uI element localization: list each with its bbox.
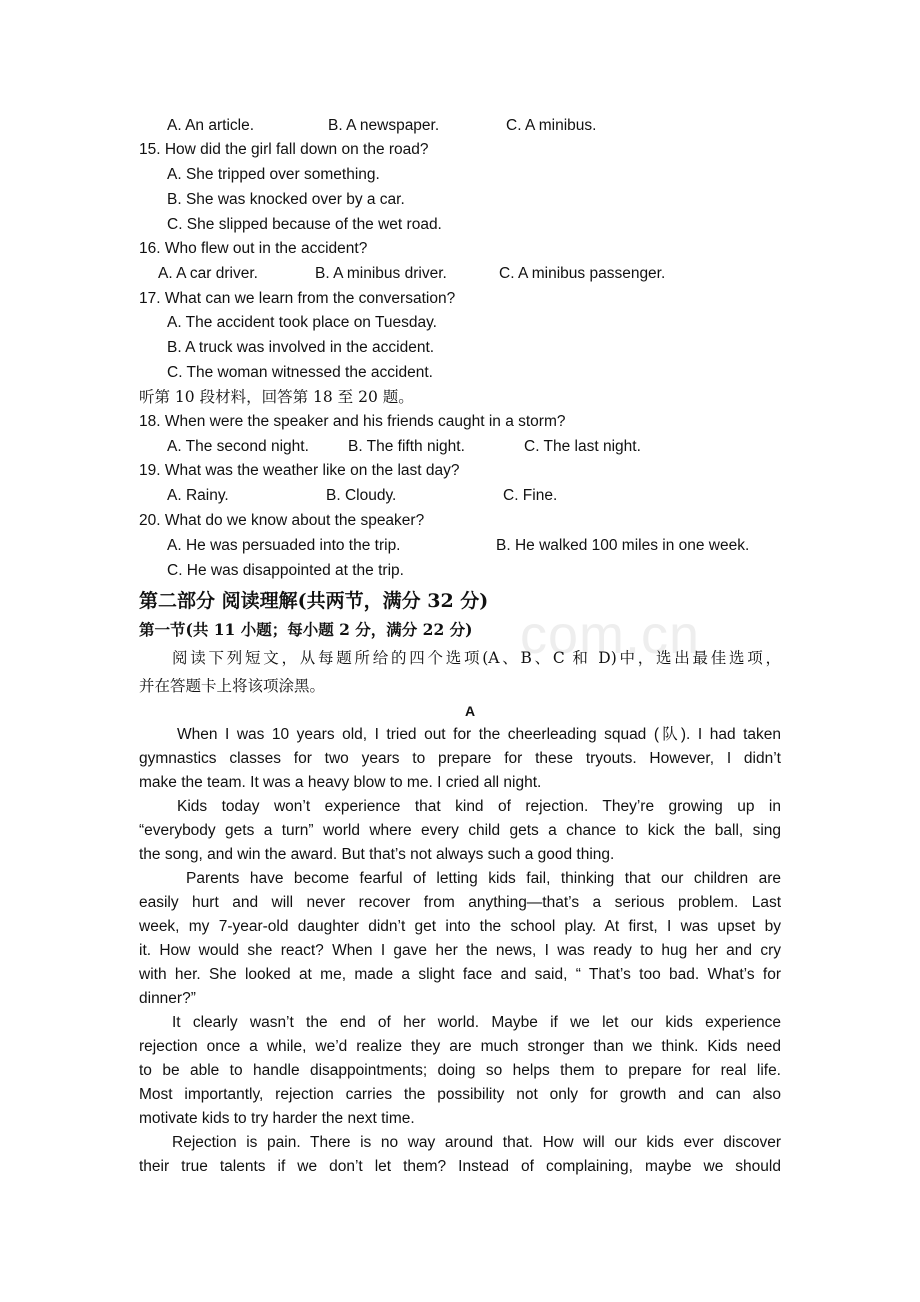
passage-line: It clearly wasn’t the end of her world. Maybe if we let our kids experience (172, 1014, 781, 1031)
passage-line: Parents have become fearful of letting kids fail, thinking that our children are (186, 870, 781, 887)
passage-line: gymnastics classes for two years to prepare for these tryouts. However, I didn’t (139, 750, 781, 767)
q15-option-b: B. She was knocked over by a car. (167, 191, 405, 208)
q20-option-a: A. He was persuaded into the trip. (167, 537, 401, 554)
watermark: com.cn (520, 605, 701, 665)
reading-instruction-line: 并在答题卡上将该项涂黑。 (139, 677, 326, 695)
passage-line: Kids today won’t experience that kind of rejection. They’re growing up in (177, 798, 781, 815)
q14-option-c: C. A minibus. (506, 117, 597, 134)
q15-question: 15. How did the girl fall down on the road? (139, 141, 429, 158)
q19-option-c: C. Fine. (503, 487, 558, 504)
passage-line: it. How would she react? When I gave her the news, I was ready to hug her and cry (139, 942, 781, 959)
passage-line: to be able to handle disappointments; doing so helps them to prepare for real life. (139, 1062, 781, 1079)
q15-option-a: A. She tripped over something. (167, 166, 380, 183)
passage-line: make the team. It was a heavy blow to me. I cried all night. (139, 774, 542, 791)
passage-line: “everybody gets a turn” world where every child gets a chance to kick the ball, sing (139, 822, 781, 839)
q16-question: 16. Who flew out in the accident? (139, 240, 368, 257)
q14-option-a: A. An article. (167, 117, 255, 134)
reading-instruction-line: 阅读下列短文，从每题所给的四个选项(A、B、C 和 D)中，选出最佳选项， (172, 649, 781, 667)
q20-question: 20. What do we know about the speaker? (139, 512, 425, 529)
passage-label: A (465, 703, 476, 719)
q18-option-b: B. The fifth night. (348, 438, 465, 455)
q17-option-c: C. The woman witnessed the accident. (167, 364, 433, 381)
passage-line: easily hurt and will never recover from anything—that’s a serious problem. Last (139, 894, 781, 911)
passage-line: their true talents if we don’t let them? Instead of complaining, maybe we should (139, 1158, 781, 1175)
q14-option-b: B. A newspaper. (328, 117, 440, 134)
q18-option-c: C. The last night. (524, 438, 641, 455)
q16-option-b: B. A minibus driver. (315, 265, 447, 282)
passage-line: Most importantly, rejection carries the possibility not only for growth and can also (139, 1086, 781, 1103)
q16-option-c: C. A minibus passenger. (499, 265, 666, 282)
listening-instruction: 听第 10 段材料，回答第 18 至 20 题。 (139, 388, 414, 406)
q18-option-a: A. The second night. (167, 438, 309, 455)
q16-option-a: A. A car driver. (158, 265, 258, 282)
passage-line: week, my 7-year-old daughter didn’t get into the school play. At first, I was upset by (139, 918, 781, 935)
section-one-title: 第一节(共 11 小题；每小题 2 分，满分 22 分) (139, 620, 473, 639)
q17-option-a: A. The accident took place on Tuesday. (167, 314, 437, 331)
q19-question: 19. What was the weather like on the last day? (139, 462, 460, 479)
q19-option-a: A. Rainy. (167, 487, 229, 504)
q17-option-b: B. A truck was involved in the accident. (167, 339, 435, 356)
q18-question: 18. When were the speaker and his friends caught in a storm? (139, 413, 566, 430)
passage-line: When I was 10 years old, I tried out for the cheerleading squad (队). I had taken (177, 726, 781, 743)
passage-line: dinner?” (139, 990, 196, 1007)
passage-line: motivate kids to try harder the next time. (139, 1110, 415, 1127)
passage-line: the song, and win the award. But that’s not always such a good thing. (139, 846, 615, 863)
passage-line: rejection once a while, we’d realize they are much stronger than we think. Kids need (139, 1038, 781, 1055)
part-two-title: 第二部分 阅读理解(共两节，满分 32 分) (139, 590, 489, 612)
passage-line: with her. She looked at me, made a slight face and said, “ That’s too bad. What’s for (139, 966, 781, 983)
q15-option-c: C. She slipped because of the wet road. (167, 216, 442, 233)
q20-option-b: B. He walked 100 miles in one week. (496, 537, 750, 554)
passage-line: Rejection is pain. There is no way around that. How will our kids ever discover (172, 1134, 781, 1151)
q20-option-c: C. He was disappointed at the trip. (167, 562, 404, 579)
q19-option-b: B. Cloudy. (326, 487, 397, 504)
q17-question: 17. What can we learn from the conversation? (139, 290, 456, 307)
